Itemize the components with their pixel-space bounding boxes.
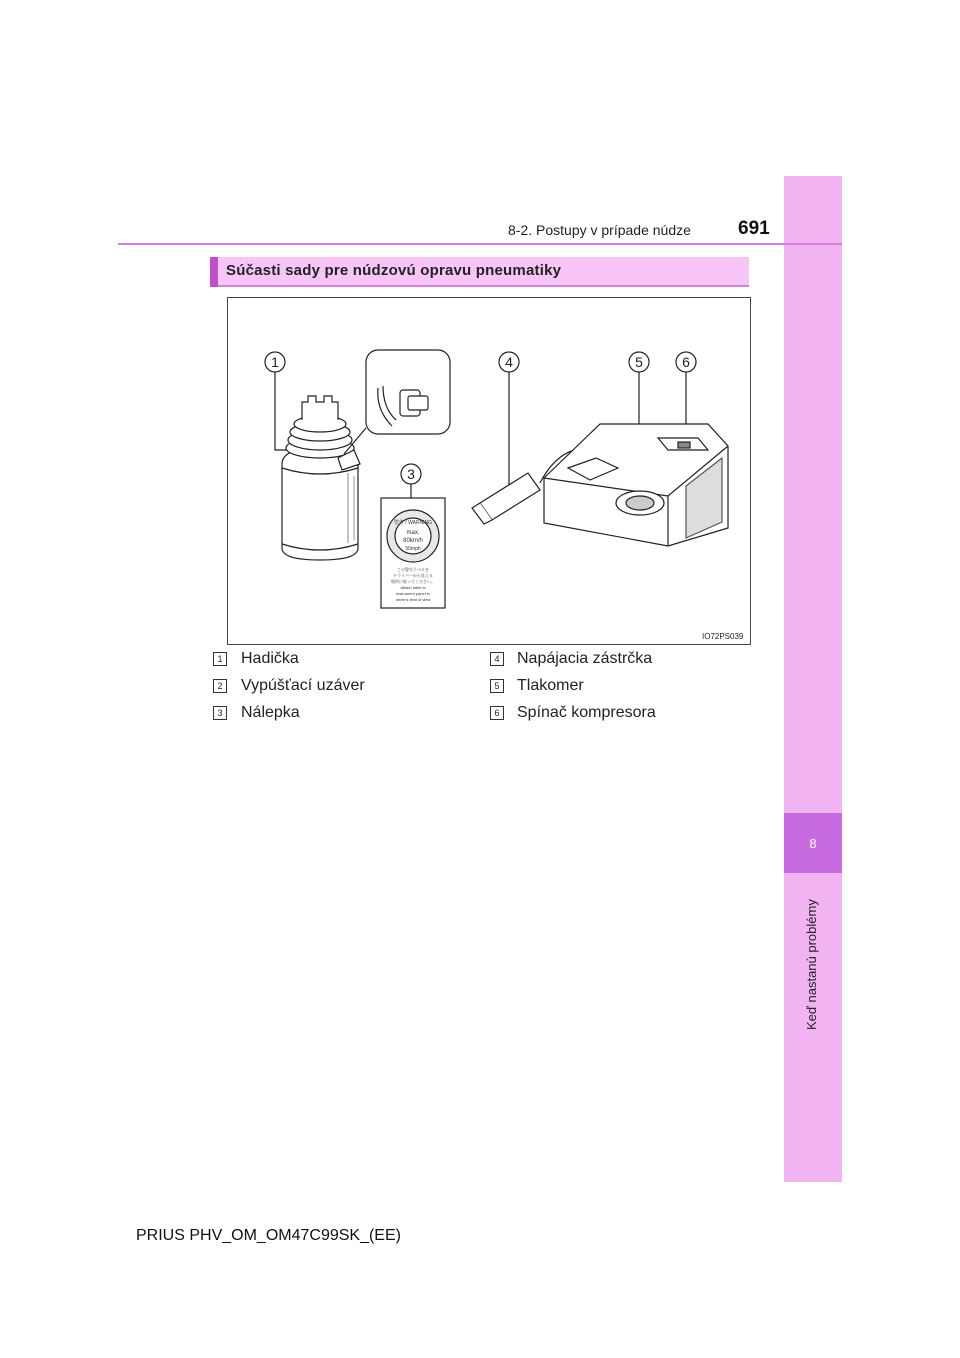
callout-1 bbox=[265, 352, 285, 372]
callout-4 bbox=[499, 352, 519, 372]
legend-number-2: 2 bbox=[213, 679, 227, 693]
callout-6 bbox=[676, 352, 696, 372]
legend-label-1: Hadička bbox=[241, 650, 299, 667]
section-title: 8-2. Postupy v prípade núdze bbox=[508, 222, 691, 238]
legend-label-6: Spínač kompresora bbox=[517, 704, 656, 721]
svg-text:3: 3 bbox=[407, 466, 415, 482]
svg-text:警告 / WARNING: 警告 / WARNING bbox=[393, 520, 433, 526]
svg-text:4: 4 bbox=[505, 354, 513, 370]
svg-text:ドライバーから見える: ドライバーから見える bbox=[393, 573, 433, 578]
repair-kit-drawing bbox=[228, 298, 750, 644]
legend-label-4: Napájacia zástrčka bbox=[517, 650, 653, 667]
legend-number-3: 3 bbox=[213, 706, 227, 720]
chapter-title bbox=[784, 880, 842, 1030]
chapter-number: 8 bbox=[784, 813, 842, 873]
manual-code-footer: PRIUS PHV_OM_OM47C99SK_(EE) bbox=[136, 1227, 401, 1244]
svg-text:6: 6 bbox=[682, 354, 690, 370]
svg-text:driver's field of view: driver's field of view bbox=[395, 597, 431, 602]
svg-text:場所に貼ってください。: 場所に貼ってください。 bbox=[391, 579, 435, 584]
sealant-bottle bbox=[282, 396, 360, 560]
figure-code: IO72PS039 bbox=[702, 632, 744, 641]
svg-text:80km/h: 80km/h bbox=[403, 538, 423, 544]
page-number: 691 bbox=[738, 218, 770, 239]
legend-label-2: Vypúšťací uzáver bbox=[241, 677, 365, 694]
legend-number-4: 4 bbox=[490, 652, 504, 666]
svg-text:1: 1 bbox=[271, 354, 279, 370]
svg-text:50mph: 50mph bbox=[405, 546, 421, 552]
header-rule bbox=[118, 243, 842, 245]
compressor bbox=[544, 424, 728, 546]
section-heading-accent bbox=[210, 257, 218, 287]
legend-label-3: Nálepka bbox=[241, 704, 300, 721]
chapter-title-text: Keď nastanú problémy bbox=[804, 899, 819, 1030]
callout-5 bbox=[629, 352, 649, 372]
svg-text:5: 5 bbox=[635, 354, 643, 370]
legend-label-5: Tlakomer bbox=[517, 677, 584, 694]
legend-number-5: 5 bbox=[490, 679, 504, 693]
svg-text:この警告ラベルを: この警告ラベルを bbox=[397, 567, 429, 572]
svg-text:Attach label to: Attach label to bbox=[400, 585, 426, 590]
svg-text:max.: max. bbox=[406, 530, 420, 536]
legend-number-6: 6 bbox=[490, 706, 504, 720]
section-heading: Súčasti sady pre núdzovú opravu pneumatiky bbox=[226, 262, 562, 279]
repair-kit-illustration bbox=[227, 297, 751, 645]
legend-number-1: 1 bbox=[213, 652, 227, 666]
valve-cap-detail bbox=[344, 350, 450, 454]
chapter-side-tab bbox=[784, 176, 842, 1182]
callout-3 bbox=[401, 464, 421, 484]
svg-text:instrument panel in: instrument panel in bbox=[396, 591, 430, 596]
